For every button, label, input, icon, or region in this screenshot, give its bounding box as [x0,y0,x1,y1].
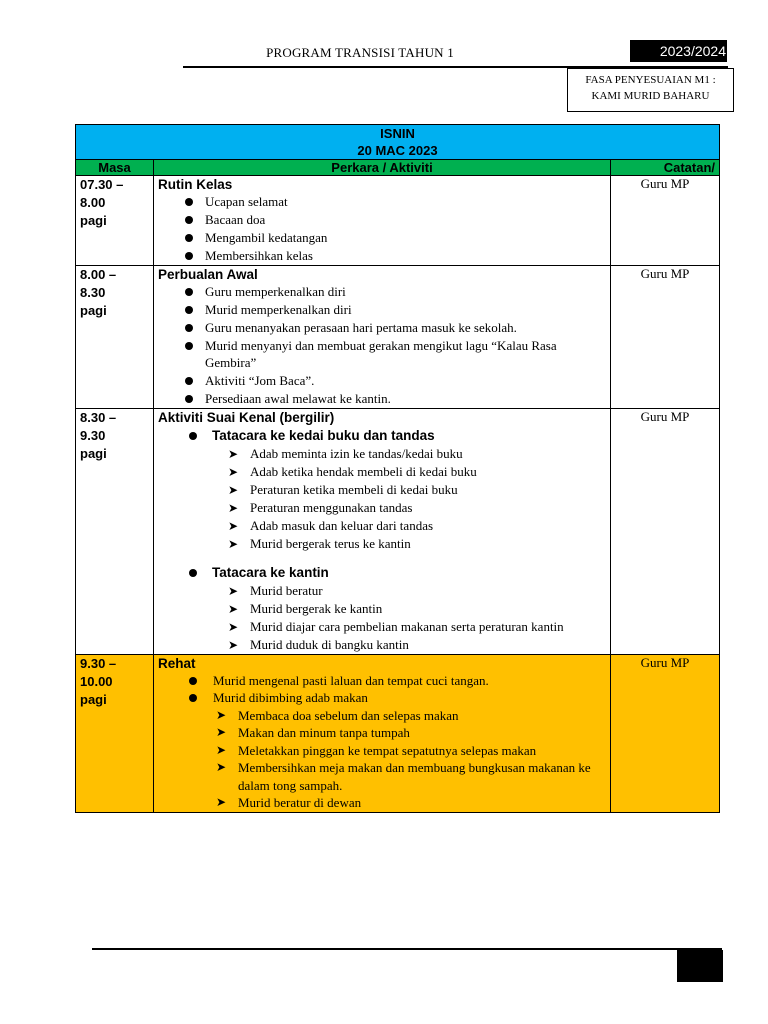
time-line: pagi [80,213,107,228]
time-line: 9.30 [80,427,106,443]
program-title: PROGRAM TRANSISI TAHUN 1 [266,45,454,60]
time-cell [76,266,154,409]
table-row [76,176,720,266]
sub-item: ➤ Murid bergerak terus ke kantin [158,535,606,553]
page-number-box [677,950,723,982]
sub-item: ➤ Adab meminta izin ke tandas/kedai buku [158,445,606,463]
sub-item: ➤ Membaca doa sebelum dan selepas makan [158,707,606,725]
note-cell: Guru MP [611,266,720,409]
table-row [76,266,720,409]
section-title: Rutin Kelas [158,177,233,192]
phase-box [567,68,734,112]
time-line: 8.30 [80,285,106,300]
group-heading: Tatacara ke kedai buku dan tandas [158,427,606,445]
group-heading: Tatacara ke kantin [158,564,606,582]
time-line: pagi [80,303,107,318]
list-item: Ucapan selamat [158,193,606,211]
time-line: 9.30 – [80,655,117,671]
sub-item: ➤ Murid duduk di bangku kantin [158,636,606,654]
list-item: Bacaan doa [158,211,606,229]
time-line: 07.30 – [80,177,124,192]
sub-item: ➤ Murid beratur [158,582,606,600]
sub-item: ➤ Murid beratur di dewan [158,794,606,812]
sub-item: ➤ Peraturan menggunakan tandas [158,499,606,517]
table-row [76,408,720,654]
note-cell: Guru MP [611,176,720,266]
list-item: Membersihkan kelas [158,247,606,265]
time-line: 8.00 – [80,267,117,282]
time-line: pagi [80,445,107,461]
time-cell [76,408,154,654]
col-header-activity: Perkara / Aktiviti [154,160,611,176]
list-item: Guru memperkenalkan diri [158,283,606,301]
list-item: Murid dibimbing adab makan [158,689,606,707]
activity-cell [154,408,611,654]
schedule-date: 20 MAC 2023 [357,143,438,158]
sub-item: ➤ Adab masuk dan keluar dari tandas [158,517,606,535]
time-line: 10.00 [80,673,113,689]
sub-item: ➤ Murid diajar cara pembelian makanan serta peraturan kantin [158,618,606,636]
col-header-notes: Catatan/ [611,160,720,176]
schedule-table [75,124,720,813]
section-title: Perbualan Awal [158,267,258,282]
activity-cell [154,176,611,266]
note-cell: Guru MP [611,408,720,654]
day-name: ISNIN [380,126,415,141]
activity-cell [154,266,611,409]
time-cell [76,176,154,266]
list-item: Murid menyanyi dan membuat gerakan mengikut lagu “Kalau Rasa Gembira” [158,337,606,372]
time-line: 8.00 [80,195,106,210]
footer-rule [92,948,722,950]
time-line: 8.30 – [80,409,117,425]
section-title: Aktiviti Suai Kenal (bergilir) [158,409,335,425]
sub-item: ➤ Peraturan ketika membeli di kedai buku [158,481,606,499]
sub-item: ➤ Murid bergerak ke kantin [158,600,606,618]
list-item: Murid memperkenalkan diri [158,301,606,319]
time-cell [76,654,154,812]
sub-item: ➤ Membersihkan meja makan dan membuang bungkusan makanan ke dalam tong sampah. [158,759,606,794]
phase-line-2: KAMI MURID BAHARU [591,90,710,102]
list-item: Aktiviti “Jom Baca”. [158,372,606,390]
phase-line-1: FASA PENYESUAIAN M1 : [585,74,716,86]
col-header-time: Masa [76,160,154,176]
sub-item: ➤ Adab ketika hendak membeli di kedai buku [158,463,606,481]
list-item: Mengambil kedatangan [158,229,606,247]
sub-item: ➤ Meletakkan pinggan ke tempat sepatutnya selepas makan [158,742,606,760]
sub-item: ➤ Makan dan minum tanpa tumpah [158,724,606,742]
year-badge: 2023/2024 [630,40,727,62]
column-header-row [76,160,720,176]
note-cell: Guru MP [611,654,720,812]
day-header-row [76,125,720,160]
list-item: Guru menanyakan perasaan hari pertama masuk ke sekolah. [158,319,606,337]
activity-cell [154,654,611,812]
list-item: Persediaan awal melawat ke kantin. [158,390,606,408]
table-row-rehat [76,654,720,812]
time-line: pagi [80,691,107,707]
section-title: Rehat [158,655,196,671]
list-item: Murid mengenal pasti laluan dan tempat cuci tangan. [158,672,606,690]
